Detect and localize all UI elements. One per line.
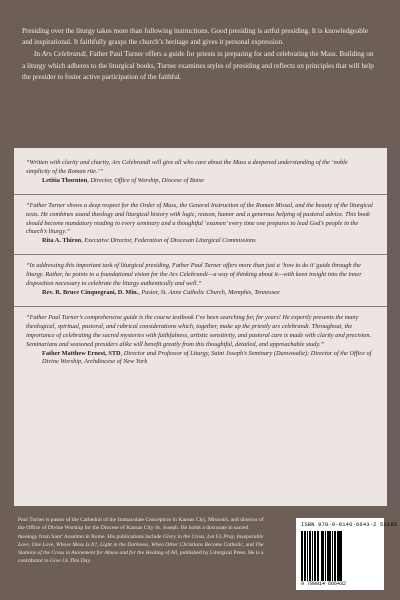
price-code: 52195 — [380, 522, 398, 528]
review-4 — [26, 314, 373, 367]
review-quote: “Written with clarity and charity, Ars Celebrandi will give all who care about the Mass a deepened understanding of the ‘noble simplicity of the Roman rite.’” — [26, 159, 348, 175]
divider — [14, 194, 387, 195]
review-attribution: Father Matthew Ernest, STD, Director and Professor of Liturgy, Saint Joseph’s Seminary (Dunwoodie); Director of the Office of Divine Worship, Archdiocese of New York — [42, 349, 372, 366]
review-attribution: Letitia Thornton, Director, Office of Worship, Diocese of Boise — [42, 176, 204, 184]
barcode-bar — [342, 531, 343, 581]
intro-paragraph-1: Presiding over the liturgy takes more than following instructions. Good presiding is artful presiding. It is knowledgeable and inspirational. It faithfully grasps the church’s heritage and gives it personal expression. — [22, 27, 369, 47]
review-attribution: Rita A. Thiron, Executive Director, Federation of Diocesan Liturgical Commissions — [42, 237, 256, 245]
intro-text — [22, 26, 378, 83]
isbn-number: ISBN 978-0-8146-6643-2 52195 — [301, 522, 398, 528]
author-bio: Paul Turner is pastor of the Cathedral of the Immaculate Conception in Kansas City, Missouri, and director of the Office of Divine Worship for the Diocese of Kansas City-St. Joseph. He holds a doctorate in sacred theology from Sant’ Anselmo in Rome. His publications include Glory in the Cross, Let Us Pray, Inseparable Love, One Love, Whose Mass Is It?, Light in the Darkness, When Other Christians Become Catholic, and The Stations of the Cross in Atonement for Abuse and for the Healing of All, published by Liturgical Press. He is a contributor to Give Us This Day. — [18, 517, 264, 565]
isbn-barcode — [296, 518, 398, 590]
reviewer-name: Rev. R. Bruce Cinquegrani, D. Min. — [42, 288, 139, 296]
barcode-bars — [301, 531, 379, 581]
review-quote: “In addressing this important task of liturgical presiding, Father Paul Turner offers more than just a ‘how to do it’ guide through the liturgy. Rather, he points to a foundational vision for the Ars Celebrandi—a way of thinking about it—with keen insight into the inner disposition necessary to celebrate the liturgy authentically and well.” — [26, 262, 362, 288]
reviewer-name: Father Matthew Ernest, STD — [42, 349, 121, 357]
review-1 — [26, 159, 373, 186]
book-title: Ars Celebrandi — [41, 50, 86, 59]
review-2 — [26, 202, 373, 247]
divider — [14, 306, 387, 307]
review-quote: “Father Turner shows a deep respect for the Order of Mass, the General Instruction of the Roman Missal, and the beauty of the liturgical texts. He combines sound theology and liturgical history with logic, reason, humor and a generous helping of pastoral advice. This book should become mandatory reading in every seminary and a thoughtful ‘examen’ every time one prepares to lead God’s people in the church’s liturgy.” — [26, 201, 373, 236]
review-quote: “Father Paul Turner’s comprehensive guide is the course textbook I’ve been searching for, for years! He expertly presents the many theological, spiritual, pastoral, and rubrical considerations which, together, make up the priestly ars celebrandi. Throughout, the importance of celebrating the sacred mysteries with faithfulness, artistic sensitivity, and pastoral care is made with clarity and precision. Seminarians and seasoned presiders alike will benefit greatly from this thoughtful, detailed, and approachable study.” — [26, 313, 372, 348]
reviewer-name: Rita A. Thiron — [42, 237, 82, 245]
review-attribution: Rev. R. Bruce Cinquegrani, D. Min., Pastor, St. Anne Catholic Church, Memphis, Tennessee — [42, 288, 280, 296]
reviewer-name: Letitia Thornton — [42, 176, 88, 184]
barcode-digits: 9 780814 666432 — [301, 581, 347, 587]
reviews-panel — [14, 148, 387, 506]
divider — [14, 254, 387, 255]
review-3 — [26, 262, 373, 298]
intro-paragraph-2: In Ars Celebrandi, Father Paul Turner offers a guide for priests in preparing for and celebrating the Mass. Building on a liturgy which adheres to the liturgical books, Turner examines styles of presiding and reflects on principles that will help the presider to foster active participation of the faithful. — [22, 50, 374, 81]
